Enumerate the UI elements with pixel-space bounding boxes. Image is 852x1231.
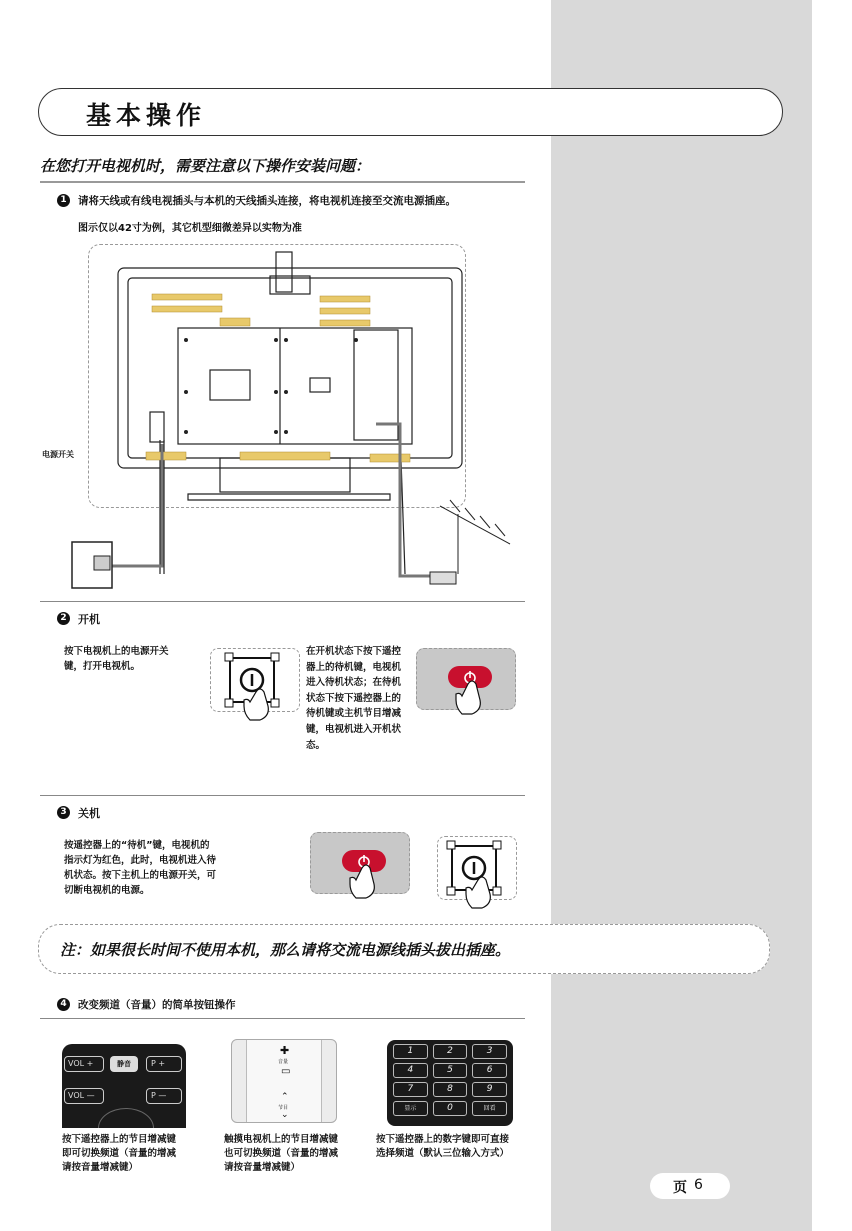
- power-switch-label: 电源开关: [42, 450, 74, 459]
- numpad-key-6: 6: [472, 1063, 507, 1078]
- step1-number-badge: 1: [57, 194, 70, 207]
- step1-text: 请将天线或有线电视插头与本机的天线插头连接，将电视机连接至交流电源插座。: [78, 195, 456, 207]
- page-label: 页: [673, 1180, 687, 1196]
- vol-minus-key: VOL —: [64, 1088, 104, 1104]
- remote-standby-button-icon: [440, 660, 500, 730]
- divider-step3: [40, 795, 525, 796]
- step4-caption-c: 按下遥控器上的数字键即可直接 选择频道（默认三位输入方式）: [376, 1134, 510, 1159]
- numpad-key-1: 1: [393, 1044, 428, 1059]
- tv-back-diagram: [40, 244, 540, 594]
- remote-vol-ch-keys: [62, 1044, 186, 1128]
- numpad-key-8: 8: [433, 1082, 468, 1097]
- step2-title: 开机: [78, 613, 100, 626]
- page-number: 6: [694, 1177, 703, 1193]
- p-minus-key: P —: [146, 1088, 182, 1104]
- numpad-key-3: 3: [472, 1044, 507, 1059]
- step3-number-badge: 3: [57, 806, 70, 819]
- page-number-pill: [650, 1173, 730, 1199]
- tv-side-panel: [231, 1039, 337, 1123]
- step3-text: 按遥控器上的“待机”键，电视机的 指示灯为红色，此时，电视机进入待 机状态。按下主机上的电源开关，可 切断电视机的电源。: [64, 840, 217, 896]
- mute-key: 静音: [110, 1056, 138, 1072]
- numpad-key-recall: 回看: [472, 1101, 507, 1116]
- gray-sidebar: [551, 0, 812, 1231]
- intro-divider: [40, 181, 525, 183]
- ch-touch-label: 节目: [278, 1105, 289, 1111]
- divider-step4: [40, 1018, 525, 1019]
- remote-dpad-arc: [98, 1108, 154, 1128]
- vol-minus-touch-icon: ▭: [281, 1066, 291, 1077]
- divider-step2: [40, 601, 525, 602]
- step4-caption-a: 按下遥控器上的节目增减键 即可切换频道（音量的增减 请按音量增减键）: [62, 1134, 177, 1173]
- numpad-key-5: 5: [433, 1063, 468, 1078]
- step2-number-badge: 2: [57, 612, 70, 625]
- step3-title: 关机: [78, 807, 100, 820]
- step4-number-badge: 4: [57, 998, 70, 1011]
- p-plus-key: P +: [146, 1056, 182, 1072]
- ch-up-touch-icon: ⌃: [281, 1092, 289, 1102]
- numpad-key-display: 显示: [393, 1101, 428, 1116]
- vol-plus-touch-icon: ✚: [280, 1044, 290, 1057]
- intro-heading: 在您打开电视机时，需要注意以下操作安装问题：: [40, 157, 371, 175]
- note-text: 注：如果很长时间不使用本机，那么请将交流电源线插头拔出插座。: [60, 941, 511, 959]
- numpad-key-7: 7: [393, 1082, 428, 1097]
- step1-subtext: 图示仅以42寸为例，其它机型细微差异以实物为准: [78, 223, 302, 234]
- step2-text-b: 在开机状态下按下遥控 器上的待机键，电视机 进入待机状态；在待机 状态下按下遥控器上的 待机键或主机节目增减 键，电视机进入开机状 态。: [306, 646, 402, 751]
- tv-power-button-icon-2: [444, 838, 512, 910]
- numpad-key-0: 0: [433, 1101, 468, 1116]
- vol-plus-key: VOL +: [64, 1056, 104, 1072]
- ch-down-touch-icon: ⌄: [281, 1110, 289, 1120]
- tv-power-button-icon: [222, 650, 290, 722]
- vol-touch-label: 音量: [278, 1059, 289, 1065]
- numpad-key-4: 4: [393, 1063, 428, 1078]
- step4-caption-b: 触摸电视机上的节目增减键 也可切换频道（音量的增减 请按音量增减键）: [224, 1134, 339, 1173]
- step4-title: 改变频道（音量）的简单按钮操作: [78, 999, 236, 1011]
- remote-standby-button-icon-2: [334, 844, 394, 914]
- remote-numpad: [387, 1040, 513, 1126]
- step2-text-a: 按下电视机上的电源开关 键，打开电视机。: [64, 646, 169, 672]
- page-title: 基本操作: [86, 101, 207, 130]
- numpad-key-2: 2: [433, 1044, 468, 1059]
- numpad-key-9: 9: [472, 1082, 507, 1097]
